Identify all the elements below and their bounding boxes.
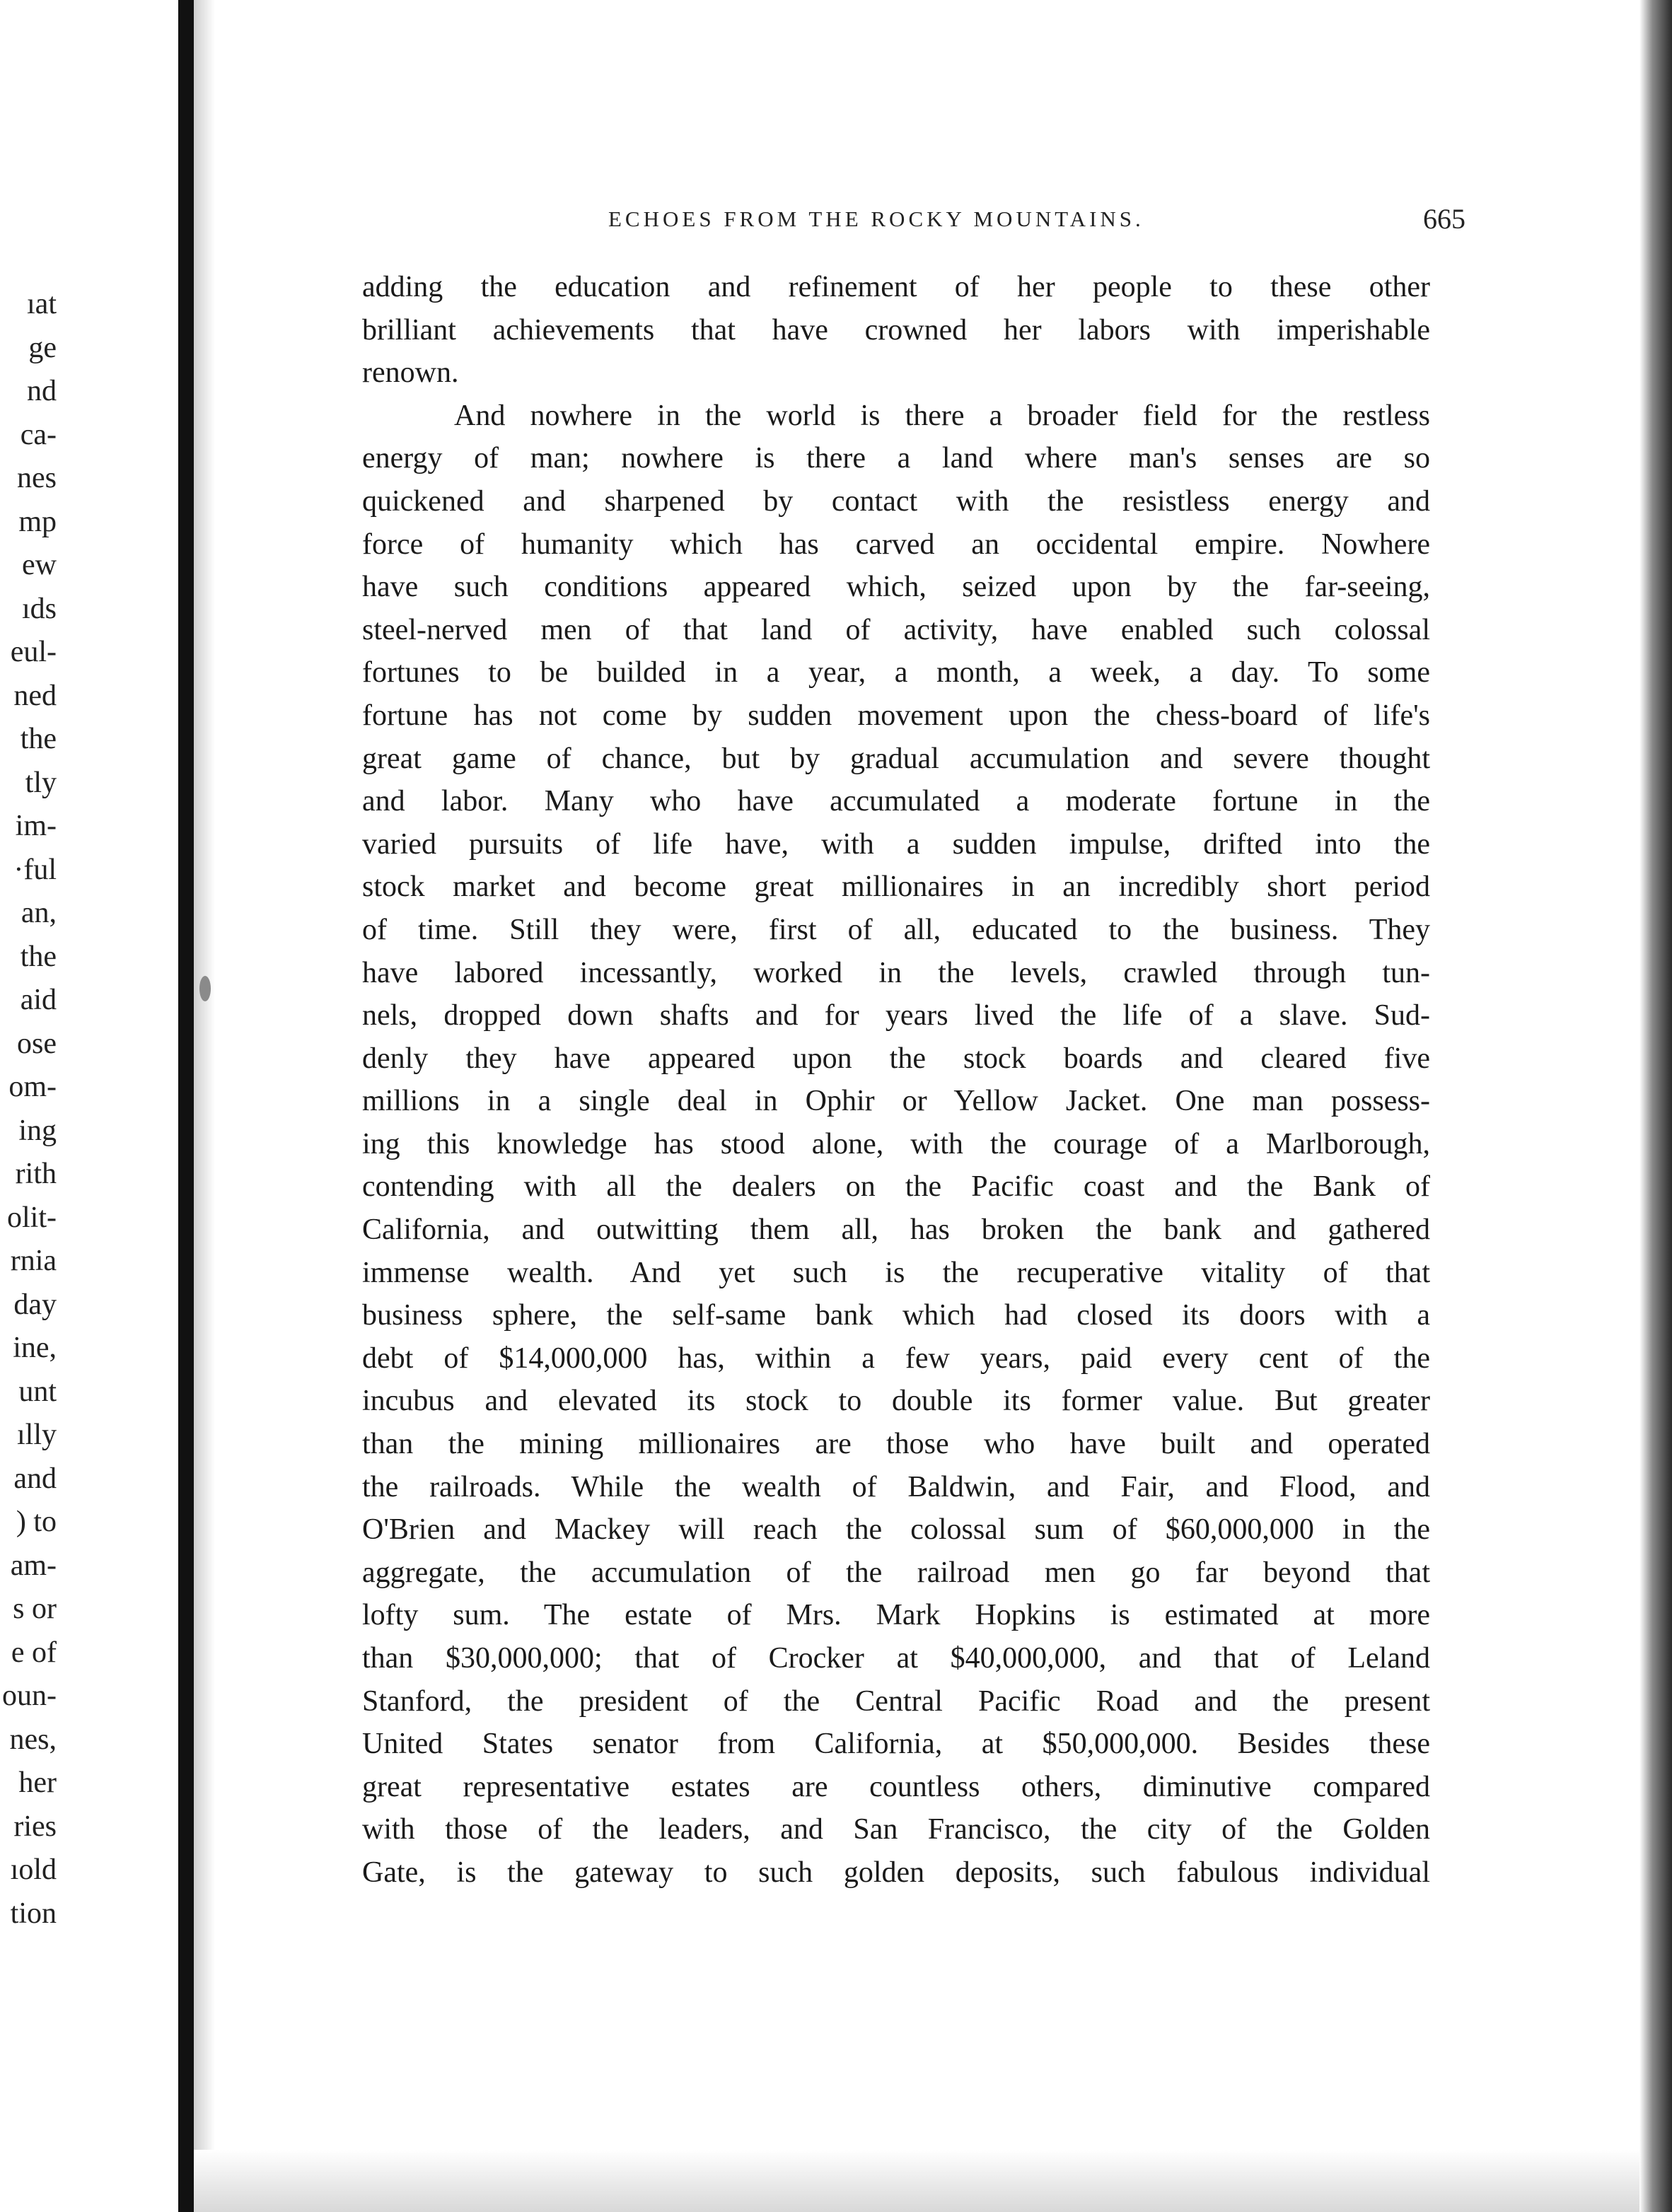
text-line: varied pursuits of life have, with a sudden impulse, drifted into the xyxy=(362,827,1430,861)
left-page-fragment: rith xyxy=(15,1158,57,1190)
left-page-fragment: ing xyxy=(18,1114,57,1147)
text-line: stock market and become great millionaires in an incredibly short period xyxy=(362,871,1430,904)
text-line: aggregate, the accumulation of the railroad men go far beyond that xyxy=(362,1556,1430,1589)
text-line: have labored incessantly, worked in the levels, crawled through tun- xyxy=(362,956,1430,989)
left-page-fragment: ·ful xyxy=(13,853,57,886)
text-line: incubus and elevated its stock to double its former value. But greater xyxy=(362,1385,1430,1418)
text-line: fortune has not come by sudden movement upon the chess-board of life's xyxy=(362,699,1430,732)
text-line: steel-nerved men of that land of activity, have enabled such colossal xyxy=(362,613,1430,646)
paragraph xyxy=(362,395,1430,1894)
left-page-fragment: olit- xyxy=(7,1201,57,1234)
left-page-fragment: mp xyxy=(18,505,57,538)
text-line: brilliant achievements that have crowned her labors with imperishable xyxy=(362,313,1430,347)
left-page-fragment: ıold xyxy=(10,1853,57,1886)
text-line: great representative estates are countless others, diminutive compared xyxy=(362,1770,1430,1803)
text-line: nels, dropped down shafts and for years lived the life of a slave. Sud- xyxy=(362,999,1430,1032)
left-page-fragment: am- xyxy=(10,1549,57,1582)
text-line: lofty sum. The estate of Mrs. Mark Hopkins is estimated at more xyxy=(362,1599,1430,1632)
left-page-fragment: ılly xyxy=(16,1419,57,1451)
left-page-fragment: ca- xyxy=(20,418,57,451)
text-line: the railroads. While the wealth of Baldwin, and Fair, and Flood, and xyxy=(362,1470,1430,1503)
left-page-fragment: an, xyxy=(21,897,57,929)
left-page-fragment: tion xyxy=(10,1897,57,1930)
text-line: of time. Still they were, first of all, educated to the business. They xyxy=(362,913,1430,946)
text-line: business sphere, the self-same bank which had closed its doors with a xyxy=(362,1299,1430,1332)
text-line: California, and outwitting them all, has broken the bank and gathered xyxy=(362,1213,1430,1247)
left-page-fragment: ıat xyxy=(27,288,57,320)
left-page-fragment: oun- xyxy=(2,1680,57,1712)
left-page-fragment: unt xyxy=(18,1375,57,1408)
left-page-fragment: and xyxy=(13,1462,57,1495)
text-line: adding the education and refinement of her people to these other xyxy=(362,271,1430,303)
gutter-shadow xyxy=(194,0,215,2212)
text-line: Stanford, the president of the Central Pacific Road and the present xyxy=(362,1684,1430,1718)
left-facing-page xyxy=(0,0,178,2212)
left-page-fragment: ned xyxy=(13,679,57,712)
text-line: ing this knowledge has stood alone, with the courage of a Marlborough, xyxy=(362,1127,1430,1160)
book-gutter xyxy=(178,0,194,2212)
left-page-fragment: ew xyxy=(22,549,57,581)
text-line: with those of the leaders, and San Francisco, the city of the Golden xyxy=(362,1813,1430,1846)
page-body-text xyxy=(362,266,1430,1894)
text-line: millions in a single deal in Ophir or Yellow Jacket. One man possess- xyxy=(362,1085,1430,1118)
text-line: United States senator from California, at $50,000,000. Besides these xyxy=(362,1728,1430,1761)
left-page-text-fragments xyxy=(0,283,57,1936)
page-right-edge xyxy=(1639,0,1672,2212)
text-line: renown. xyxy=(362,356,459,390)
text-line: quickened and sharpened by contact with the resistless energy and xyxy=(362,484,1430,518)
text-line: denly they have appeared upon the stock boards and cleared five xyxy=(362,1042,1430,1075)
left-page-fragment: her xyxy=(18,1766,57,1799)
text-line: and labor. Many who have accumulated a moderate fortune in the xyxy=(362,785,1430,818)
left-page-fragment: nes, xyxy=(9,1723,57,1756)
left-page-fragment: aid xyxy=(20,984,57,1016)
left-page-fragment: ıds xyxy=(21,592,57,625)
left-page-fragment: the xyxy=(20,940,57,973)
left-page-fragment: s or xyxy=(13,1593,57,1625)
text-line: force of humanity which has carved an occidental empire. Nowhere xyxy=(362,528,1430,561)
text-line: debt of $14,000,000 has, within a few years, paid every cent of the xyxy=(362,1341,1430,1375)
page-number: 665 xyxy=(1423,203,1465,235)
left-page-fragment: e of xyxy=(11,1636,57,1669)
binding-smudge xyxy=(199,976,211,1001)
left-page-fragment: nes xyxy=(17,462,57,494)
text-line: O'Brien and Mackey will reach the colossal sum of $60,000,000 in the xyxy=(362,1513,1430,1547)
text-line: than $30,000,000; that of Crocker at $40,000,000, and that of Leland xyxy=(362,1642,1430,1675)
left-page-fragment: ries xyxy=(13,1810,57,1843)
left-page-fragment: ) to xyxy=(16,1506,57,1538)
left-page-fragment: eul- xyxy=(10,636,57,668)
left-page-fragment: im- xyxy=(15,810,57,842)
text-line: immense wealth. And yet such is the recuperative vitality of that xyxy=(362,1256,1430,1289)
left-page-fragment: ine, xyxy=(13,1332,57,1364)
left-page-fragment: ose xyxy=(17,1027,57,1060)
left-page-fragment: rnia xyxy=(10,1245,57,1277)
running-head: ECHOES FROM THE ROCKY MOUNTAINS. xyxy=(608,206,1144,231)
left-page-fragment: om- xyxy=(8,1071,57,1103)
left-page-fragment: ge xyxy=(28,331,57,364)
left-page-fragment: day xyxy=(13,1288,57,1321)
left-page-fragment: nd xyxy=(27,375,57,407)
text-line: Gate, is the gateway to such golden deposits, such fabulous individual xyxy=(362,1856,1430,1889)
paragraph xyxy=(362,266,1430,395)
left-page-fragment: the xyxy=(20,723,57,755)
left-page-fragment: tly xyxy=(25,766,57,799)
text-line: great game of chance, but by gradual accumulation and severe thought xyxy=(362,742,1430,775)
text-line: And nowhere in the world is there a broader field for the restless xyxy=(454,399,1430,432)
text-line: have such conditions appeared which, seized upon by the far-seeing, xyxy=(362,571,1430,604)
page-bottom-shadow xyxy=(194,2150,1672,2212)
text-line: than the mining millionaires are those who have built and operated xyxy=(362,1428,1430,1461)
text-line: contending with all the dealers on the Pacific coast and the Bank of xyxy=(362,1170,1430,1204)
text-line: fortunes to be builded in a year, a month, a week, a day. To some xyxy=(362,656,1430,689)
text-line: energy of man; nowhere is there a land where man's senses are so xyxy=(362,442,1430,475)
